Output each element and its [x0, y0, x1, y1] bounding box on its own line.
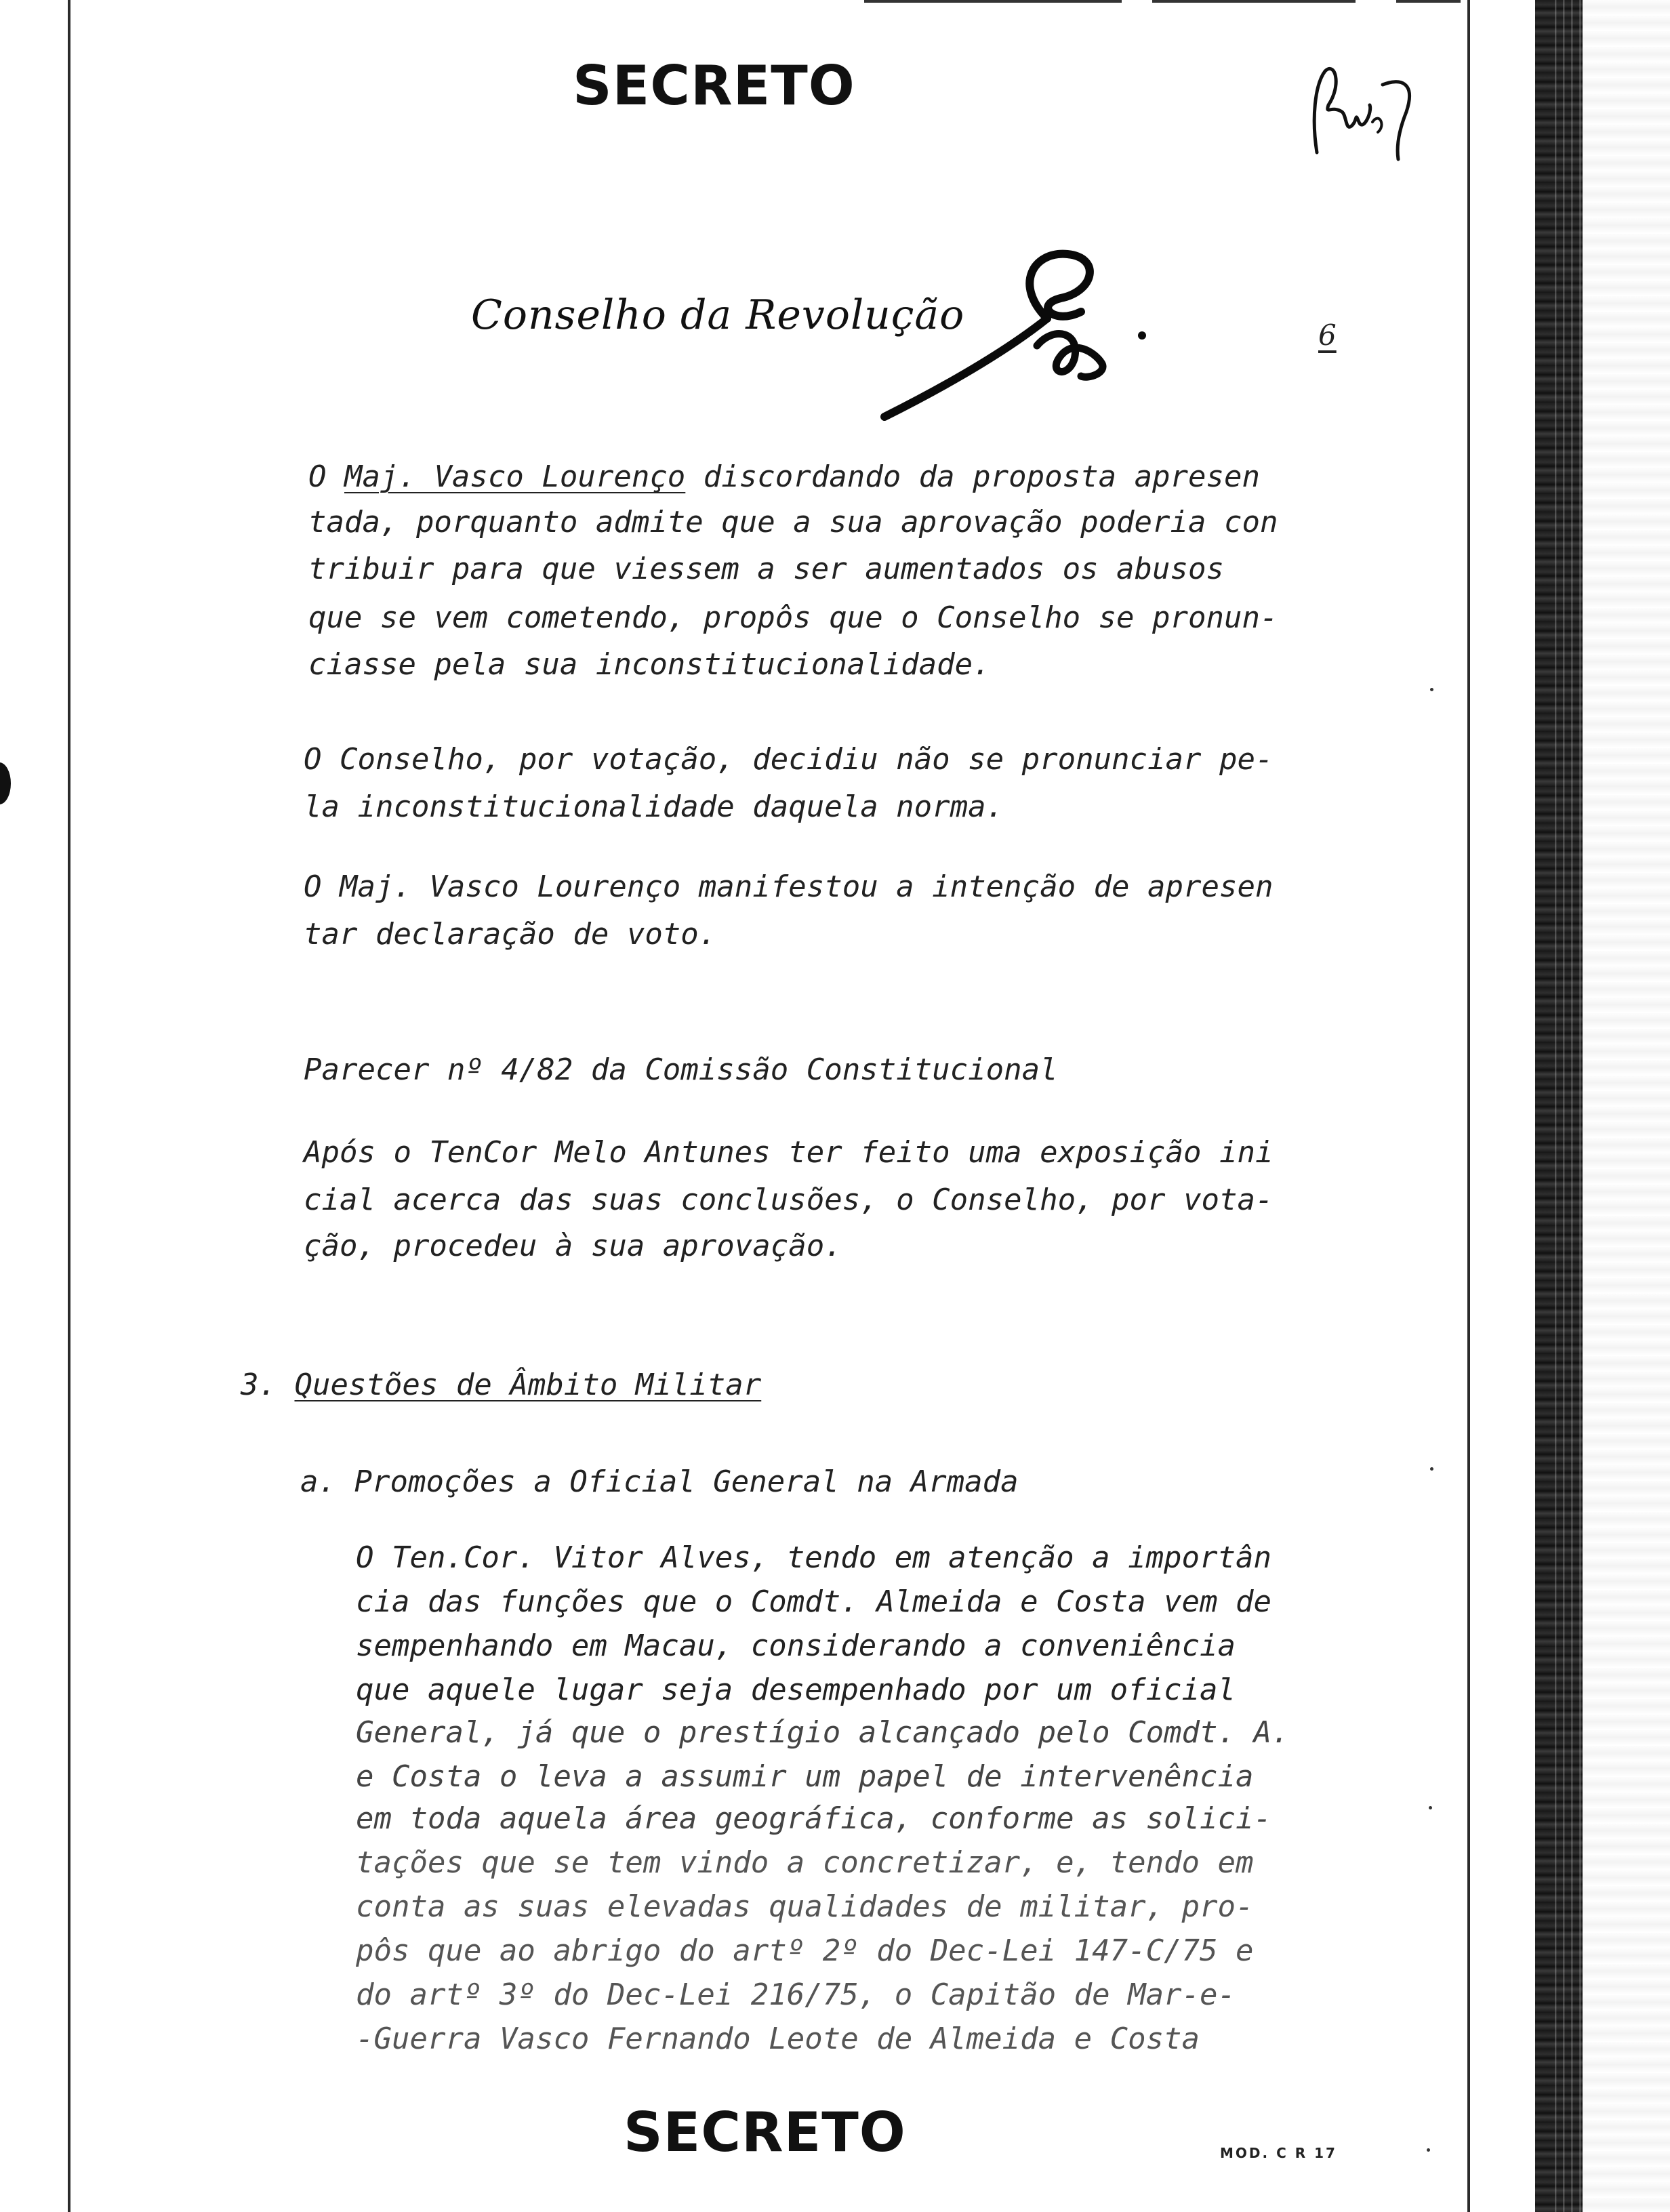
section-heading [241, 1362, 761, 1408]
subsection-marker: a. [300, 1465, 336, 1499]
classification-stamp-top: SECRETO [573, 54, 855, 117]
paragraph-line: ção, procedeu à sua aprovação. [304, 1229, 842, 1263]
section-title: Questões de Âmbito Militar [294, 1368, 762, 1402]
paragraph-line: cial acerca das suas conclusões, o Conselho, por vota- [304, 1183, 1274, 1217]
text-fragment: O [308, 459, 344, 494]
paragraph-line: General, já que o prestígio alcançado pelo Comdt. A. [356, 1715, 1290, 1750]
paragraph-line: do artº 3º do Dec-Lei 216/75, o Capitão de Mar-e- [356, 1978, 1236, 2012]
left-page-edge [68, 0, 70, 2212]
paragraph-line: cia das funções que o Comdt. Almeida e Costa vem de [356, 1584, 1272, 1619]
paragraph-line: que se vem cometendo, propôs que o Conselho se pronun- [308, 600, 1278, 635]
punch-hole-mark [0, 762, 11, 804]
paragraph-line: em toda aquela área geográfica, conforme as solici- [356, 1801, 1272, 1836]
paragraph-line: O Ten.Cor. Vitor Alves, tendo em atenção a importân [356, 1540, 1272, 1575]
paragraph-line: tribuir para que viessem a ser aumentados os abusos [308, 552, 1225, 586]
subsection-heading [300, 1459, 1019, 1504]
right-page-edge [1467, 0, 1470, 2212]
section-number: 3. [241, 1368, 277, 1402]
subsection-title: Promoções a Oficial General na Armada [354, 1465, 1019, 1499]
paragraph-line: pôs que ao abrigo do artº 2º do Dec-Lei 147-C/75 e [356, 1933, 1254, 1968]
parecer-heading: Parecer nº 4/82 da Comissão Constitucional [304, 1052, 1058, 1087]
handwritten-initials-icon [1305, 58, 1440, 166]
underlined-name: Maj. Vasco Lourenço [344, 459, 686, 494]
paragraph-line: ciasse pela sua inconstitucionalidade. [308, 647, 991, 682]
paragraph-line: sempenhando em Macau, considerando a conveniência [356, 1629, 1236, 1663]
paragraph-line: -Guerra Vasco Fernando Leote de Almeida e Costa [356, 2022, 1200, 2056]
signature-icon [878, 244, 1162, 427]
paragraph-line: que aquele lugar seja desempenhado por um oficial [356, 1673, 1236, 1707]
paragraph-line: Após o TenCor Melo Antunes ter feito uma exposição ini [304, 1135, 1274, 1170]
scan-speck [1430, 1467, 1433, 1471]
paragraph-line: tações que se tem vindo a concretizar, e, tendo em [356, 1845, 1254, 1880]
scan-speck [1429, 1806, 1432, 1809]
form-code: MOD. C R 17 [1220, 2145, 1337, 2161]
paragraph-line: tada, porquanto admite que a sua aprovação poderia con [308, 505, 1278, 539]
scan-speck [1430, 688, 1433, 691]
top-edge-mark [1152, 0, 1356, 3]
page-number: 6 [1318, 319, 1337, 352]
paragraph-line: la inconstitucionalidade daquela norma. [304, 790, 1004, 824]
classification-stamp-bottom: SECRETO [624, 2101, 906, 2164]
paragraph-line: e Costa o leva a assumir um papel de intervenência [356, 1759, 1254, 1794]
paragraph-line [308, 454, 1260, 499]
text-fragment: discordando da proposta apresen [685, 459, 1260, 494]
paragraph-line: O Maj. Vasco Lourenço manifestou a intenção de apresen [304, 869, 1274, 904]
scan-speck [1427, 2148, 1430, 2152]
scan-margin [1583, 0, 1670, 2212]
top-edge-mark [1396, 0, 1461, 3]
paragraph-line: tar declaração de voto. [304, 917, 717, 951]
paragraph-line: O Conselho, por votação, decidiu não se pronunciar pe- [304, 742, 1274, 777]
paragraph-line: conta as suas elevadas qualidades de militar, pro- [356, 1889, 1254, 1924]
top-edge-mark [864, 0, 1122, 3]
letterhead-title: Conselho da Revolução [471, 291, 965, 339]
